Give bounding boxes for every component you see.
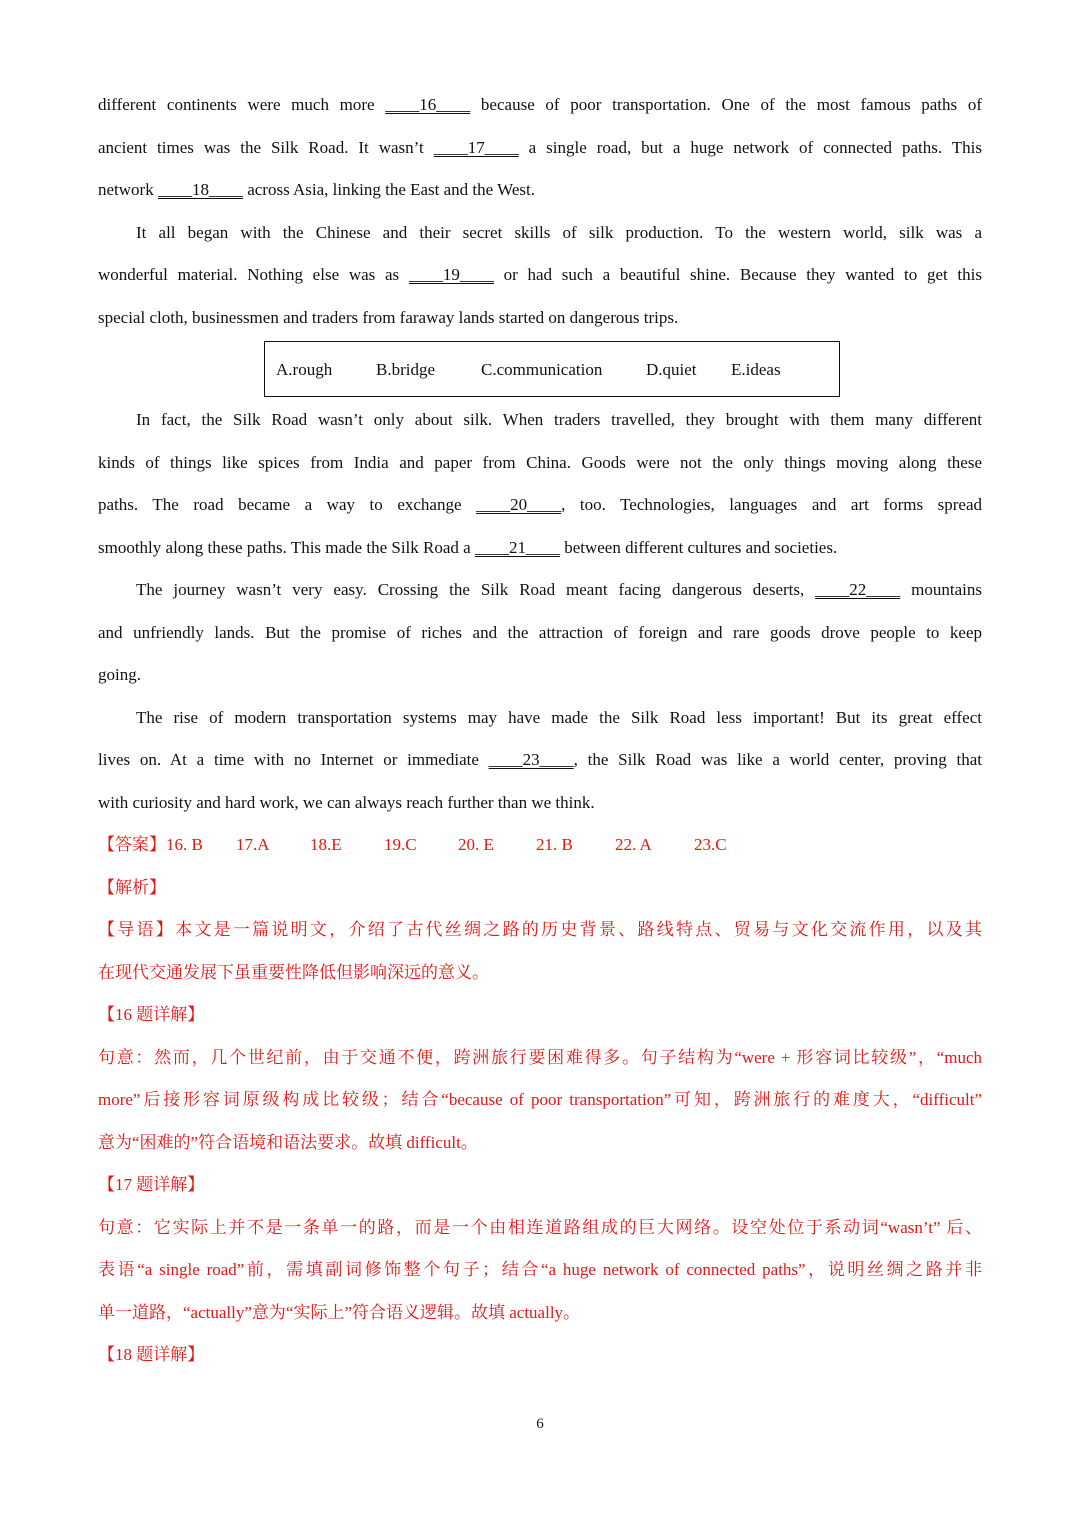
passage-line xyxy=(98,484,982,527)
option-c: C.communication xyxy=(481,360,603,379)
q17-line: 表语“a single road”前，需填副词修饰整个句子；结合“a huge network of connected paths”，说明丝绸之路并非 xyxy=(98,1260,982,1279)
option-a: A.rough xyxy=(276,360,333,379)
intro-line: 【导语】本文是一篇说明文，介绍了古代丝绸之路的历史背景、路线特点、贸易与文化交流作用，以及其 xyxy=(98,920,982,939)
q17-line: 单一道路，“actually”意为“实际上”符合语义逻辑。故填 actually。 xyxy=(98,1302,581,1322)
text: because of poor transportation. One of the most famous paths of xyxy=(470,95,982,114)
intro-line: 在现代交通发展下虽重要性降低但影响深远的意义。 xyxy=(98,962,489,982)
q18-title: 【18 题详解】 xyxy=(98,1345,205,1364)
blank-17: ____17____ xyxy=(433,137,519,157)
passage-line xyxy=(98,569,982,612)
answer-label: 【答案】 xyxy=(98,835,166,854)
blank-22: ____22____ xyxy=(815,580,901,599)
option-b: B.bridge xyxy=(376,360,436,379)
text: wonderful material. Nothing else was as xyxy=(98,265,409,284)
q16-line: more”后接形容词原级构成比较级；结合“because of poor transportation”可知，跨洲旅行的难度大，“difficult” xyxy=(98,1090,982,1109)
passage-line xyxy=(98,527,982,570)
option-d: D.quiet xyxy=(646,360,697,379)
text: , too. Technologies, languages and art forms spread xyxy=(561,495,982,514)
answer-item: 21. B xyxy=(536,835,573,854)
text: different continents were much more xyxy=(98,95,386,114)
text: smoothly along these paths. This made the Silk Road a xyxy=(98,537,475,557)
passage-line: It all began with the Chinese and their secret skills of silk production. To the western world, silk was a xyxy=(136,222,982,242)
q16-title: 【16 题详解】 xyxy=(98,1005,205,1024)
blank-20: ____20____ xyxy=(476,495,562,514)
answer-line xyxy=(98,824,982,867)
passage-line xyxy=(98,84,982,127)
passage-line xyxy=(98,739,982,782)
q16-line: 意为“困难的”符合语境和语法要求。故填 difficult。 xyxy=(98,1132,478,1152)
passage-line: In fact, the Silk Road wasn’t only about silk. When traders travelled, they brought with them many different xyxy=(136,410,982,429)
text: across Asia, linking the East and the West. xyxy=(242,180,535,199)
passage-line xyxy=(98,169,982,212)
passage-line: with curiosity and hard work, we can always reach further than we think. xyxy=(98,792,595,812)
blank-18: ____18____ xyxy=(157,180,243,199)
passage-line: and unfriendly lands. But the promise of riches and the attraction of foreign and rare goods drove people to keep xyxy=(98,622,982,642)
text: lives on. At a time with no Internet or immediate xyxy=(98,750,489,769)
passage-line: going. xyxy=(98,665,141,684)
text: , the Silk Road was like a world center, proving that xyxy=(573,750,982,769)
text: network xyxy=(98,180,158,199)
answer-item: 22. A xyxy=(615,835,652,854)
q17-line: 句意：它实际上并不是一条单一的路，而是一个由相连道路组成的巨大网络。设空处位于系动词“wasn’t” 后、 xyxy=(98,1217,982,1237)
answer-item: 16. B xyxy=(166,835,203,854)
text: between different cultures and societies. xyxy=(559,537,838,557)
text: The journey wasn’t very easy. Crossing the Silk Road meant facing dangerous deserts, xyxy=(136,580,816,599)
answer-item: 19.C xyxy=(384,835,417,854)
q17-title: 【17 题详解】 xyxy=(98,1175,205,1194)
page-number: 6 xyxy=(536,1416,544,1432)
blank-16: ____16____ xyxy=(385,95,471,114)
blank-21: ____21____ xyxy=(474,537,560,557)
passage-line xyxy=(98,127,982,170)
blank-23: ____23____ xyxy=(488,750,574,769)
text: ancient times was the Silk Road. It wasn’t xyxy=(98,137,434,157)
analysis-label: 【解析】 xyxy=(98,877,166,897)
passage-line: kinds of things like spices from India and paper from China. Goods were not the only things moving along these xyxy=(98,452,982,472)
options-box xyxy=(264,341,840,397)
q16-line: 句意：然而，几个世纪前，由于交通不便，跨洲旅行要困难得多。句子结构为“were + 形容词比较级”，“much xyxy=(98,1047,982,1067)
text: paths. The road became a way to exchange xyxy=(98,495,477,514)
passage-line: The rise of modern transportation systems may have made the Silk Road less important! But its great effect xyxy=(136,707,982,727)
text: or had such a beautiful shine. Because they wanted to get this xyxy=(493,265,982,284)
text: mountains xyxy=(900,580,982,599)
answer-item: 17.A xyxy=(236,835,270,854)
option-e: E.ideas xyxy=(731,360,781,379)
answer-item: 18.E xyxy=(310,835,342,854)
passage-line xyxy=(98,254,982,297)
answer-item: 23.C xyxy=(694,835,727,854)
passage-line: special cloth, businessmen and traders from faraway lands started on dangerous trips. xyxy=(98,307,679,327)
options-box-wrapper xyxy=(98,339,982,399)
answer-item: 20. E xyxy=(458,835,494,854)
page-content xyxy=(98,84,982,1377)
blank-19: ____19____ xyxy=(408,265,494,284)
text: a single road, but a huge network of connected paths. This xyxy=(518,137,982,157)
